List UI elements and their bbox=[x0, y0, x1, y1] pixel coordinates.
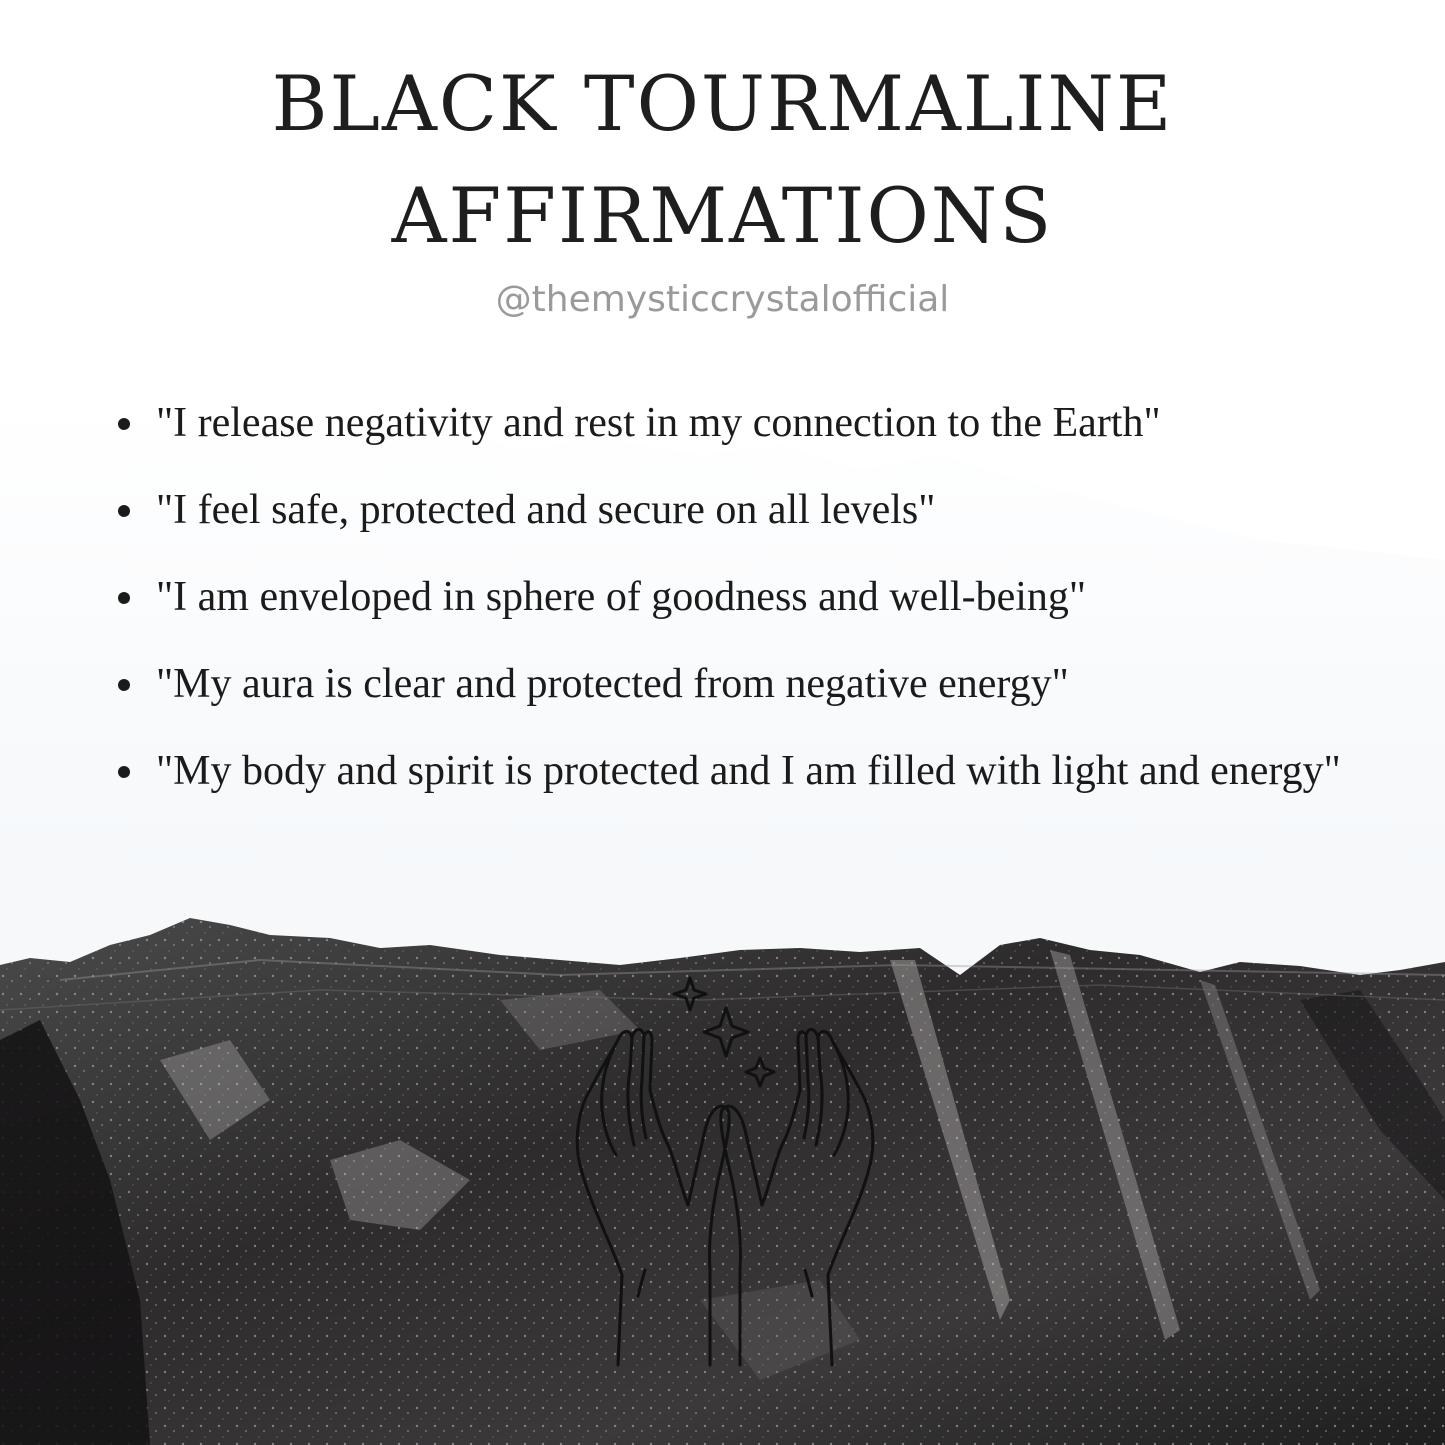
sparkle-icon bbox=[674, 978, 706, 1010]
list-item bbox=[118, 467, 1358, 554]
list-item bbox=[118, 728, 1358, 815]
bullet-icon bbox=[118, 592, 130, 604]
affirmation-text: "I feel safe, protected and secure on all levels" bbox=[156, 487, 936, 533]
affirmation-list bbox=[118, 380, 1358, 815]
affirmation-text: "I release negativity and rest in my connection to the Earth" bbox=[156, 400, 1161, 446]
page-title bbox=[0, 48, 1445, 272]
list-item bbox=[118, 641, 1358, 728]
bullet-icon bbox=[118, 679, 130, 691]
bullet-icon bbox=[118, 505, 130, 517]
affirmation-text: "My aura is clear and protected from negative energy" bbox=[156, 661, 1069, 707]
bullet-icon bbox=[118, 766, 130, 778]
bullet-icon bbox=[118, 418, 130, 430]
social-handle: @themysticcrystalofficial bbox=[495, 279, 950, 320]
raised-hands-with-sparkles-icon bbox=[560, 970, 890, 1390]
list-item bbox=[118, 380, 1358, 467]
list-item bbox=[118, 554, 1358, 641]
affirmation-text: "I am enveloped in sphere of goodness and well-being" bbox=[156, 574, 1087, 620]
sparkle-icon bbox=[746, 1058, 774, 1086]
sparkle-icon bbox=[704, 1008, 748, 1056]
title-line-2: AFFIRMATIONS bbox=[391, 171, 1054, 260]
title-line-1: BLACK TOURMALINE bbox=[271, 59, 1174, 148]
affirmation-text: "My body and spirit is protected and I am filled with light and energy" bbox=[156, 748, 1341, 794]
